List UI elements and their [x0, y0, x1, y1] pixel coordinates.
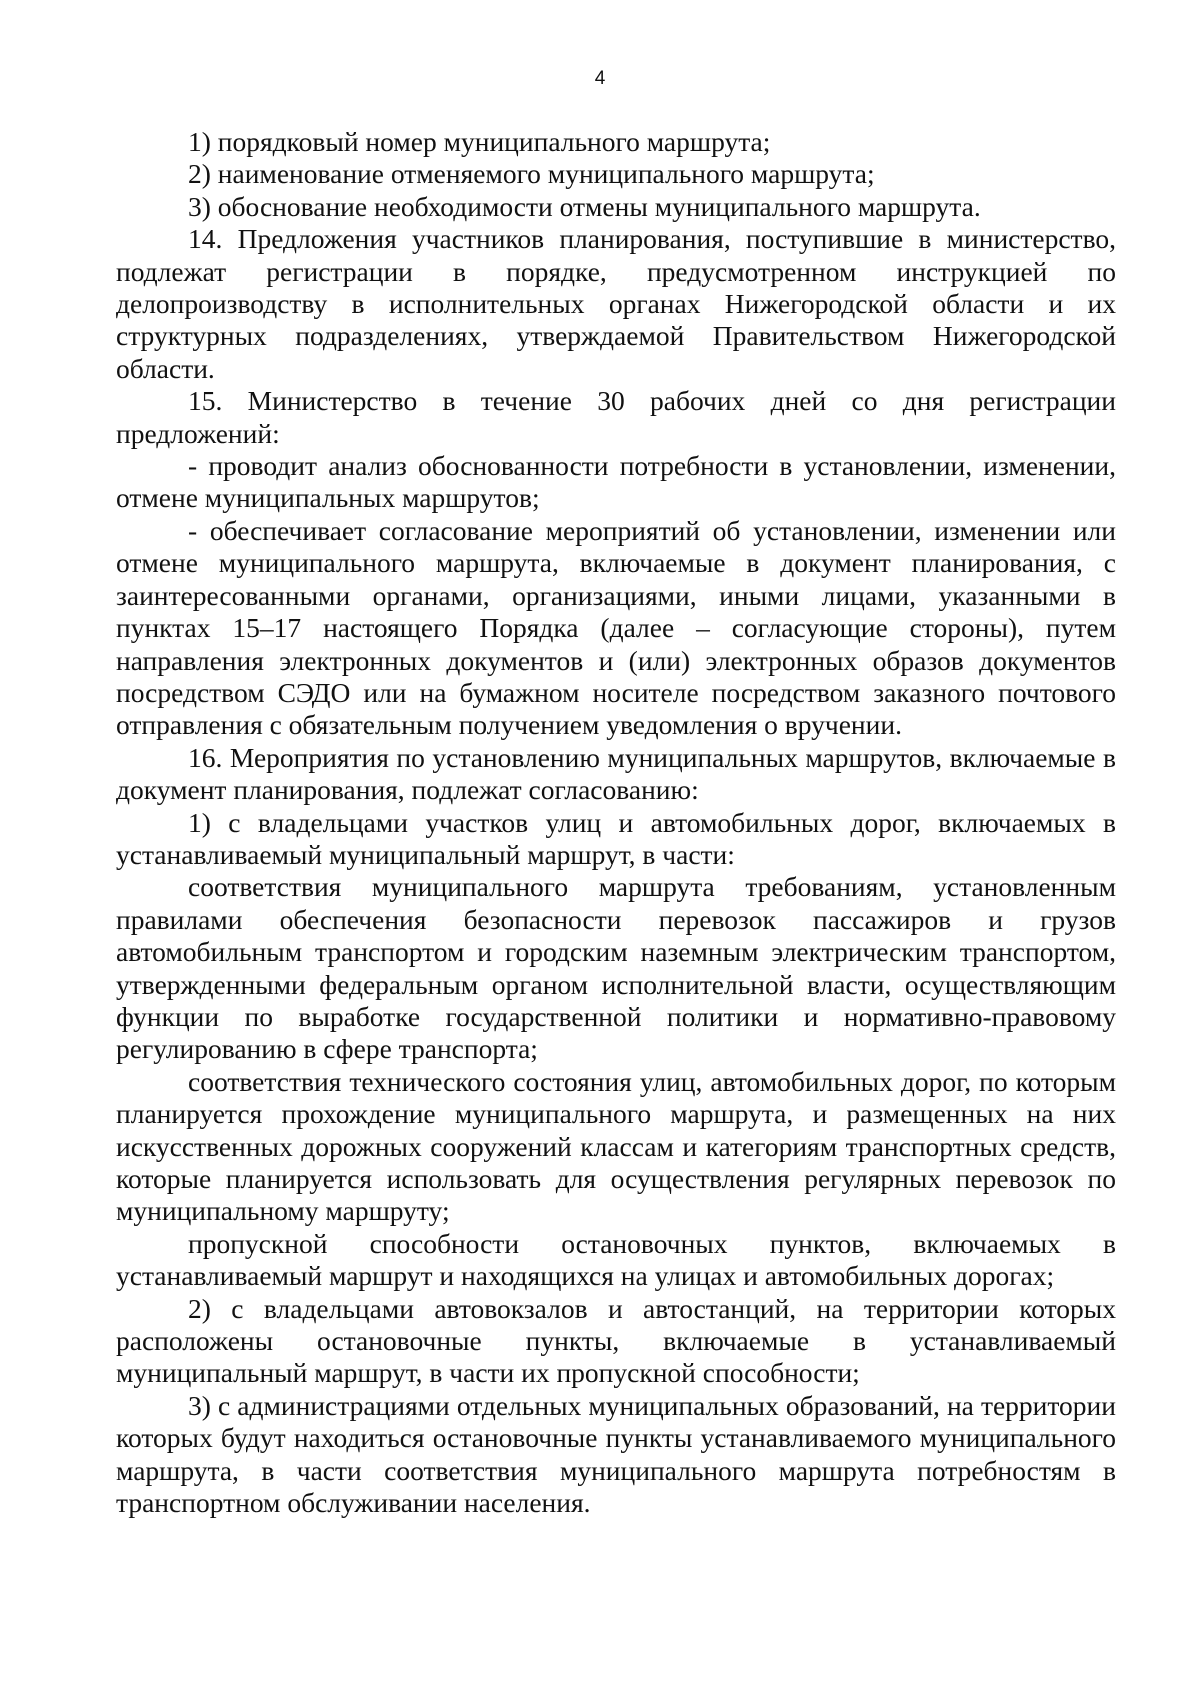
paragraph: соответствия технического состояния улиц, автомобильных дорог, по которым планируется прохождение муниципального маршрута, и размещенных на них искусственных дорожных сооружений классам и категориям транспортных средств, которые планируется использовать для осуществления регулярных перевозок по муниципальному маршруту; [116, 1065, 1116, 1227]
paragraph: 2) наименование отменяемого муниципального маршрута; [188, 158, 875, 190]
paragraph: - проводит анализ обоснованности потребности в установлении, изменении, отмене муниципальных маршрутов; [116, 450, 1116, 514]
paragraph: 1) порядковый номер муниципального маршрута; [188, 126, 771, 157]
paragraph: 3) обоснование необходимости отмены муниципального маршрута. [188, 190, 981, 222]
paragraph: 14. Предложения участников планирования, поступившие в министерство, подлежат регистрации в порядке, предусмотренном инструкцией по делопроизводству в исполнительных органах Нижегородской области и их структурных подразделениях, утверждаемой Правительством Нижегородской области. [116, 223, 1116, 384]
paragraph: 15. Министерство в течение 30 рабочих дней со дня регистрации предложений: [116, 385, 1116, 449]
document-body [116, 126, 1116, 1519]
paragraph: пропускной способности остановочных пунктов, включаемых в устанавливаемый маршрут и находящихся на улицах и автомобильных дорогах; [116, 1227, 1116, 1292]
paragraph: 3) с администрациями отдельных муниципальных образований, на территории которых будут находиться остановочные пункты устанавливаемого муниципального маршрута, в части соответствия муниципального маршрута потребностям в транспортном обслуживании населения. [116, 1389, 1116, 1519]
paragraph: соответствия муниципального маршрута требованиям, установленным правилами обеспечения безопасности перевозок пассажиров и грузов автомобильным транспортом и городским наземным электрическим транспортом, утвержденными федеральным органом исполнительной власти, осуществляющим функции по выработке государственной политики и нормативно-правовому регулированию в сфере транспорта; [116, 871, 1116, 1065]
page-number: 4 [594, 68, 606, 89]
paragraph: 16. Мероприятия по установлению муниципальных маршрутов, включаемые в документ планирования, подлежат согласованию: [116, 741, 1116, 806]
paragraph: - обеспечивает согласование мероприятий об установлении, изменении или отмене муниципального маршрута, включаемые в документ планирования, с заинтересованными органами, организациями, иными лицами, указанными в пунктах 15–17 настоящего Порядка (далее – согласующие стороны), путем направления электронных документов и (или) электронных образов документов посредством СЭДО или на бумажном носителе посредством заказного почтового отправления с обязательным получением уведомления о вручении. [116, 514, 1116, 741]
paragraph: 1) с владельцами участков улиц и автомобильных дорог, включаемых в устанавливаемый муниципальный маршрут, в части: [116, 806, 1116, 870]
paragraph: 2) с владельцами автовокзалов и автостанций, на территории которых расположены остановочные пункты, включаемые в устанавливаемый муниципальный маршрут, в части их пропускной способности; [116, 1292, 1116, 1389]
